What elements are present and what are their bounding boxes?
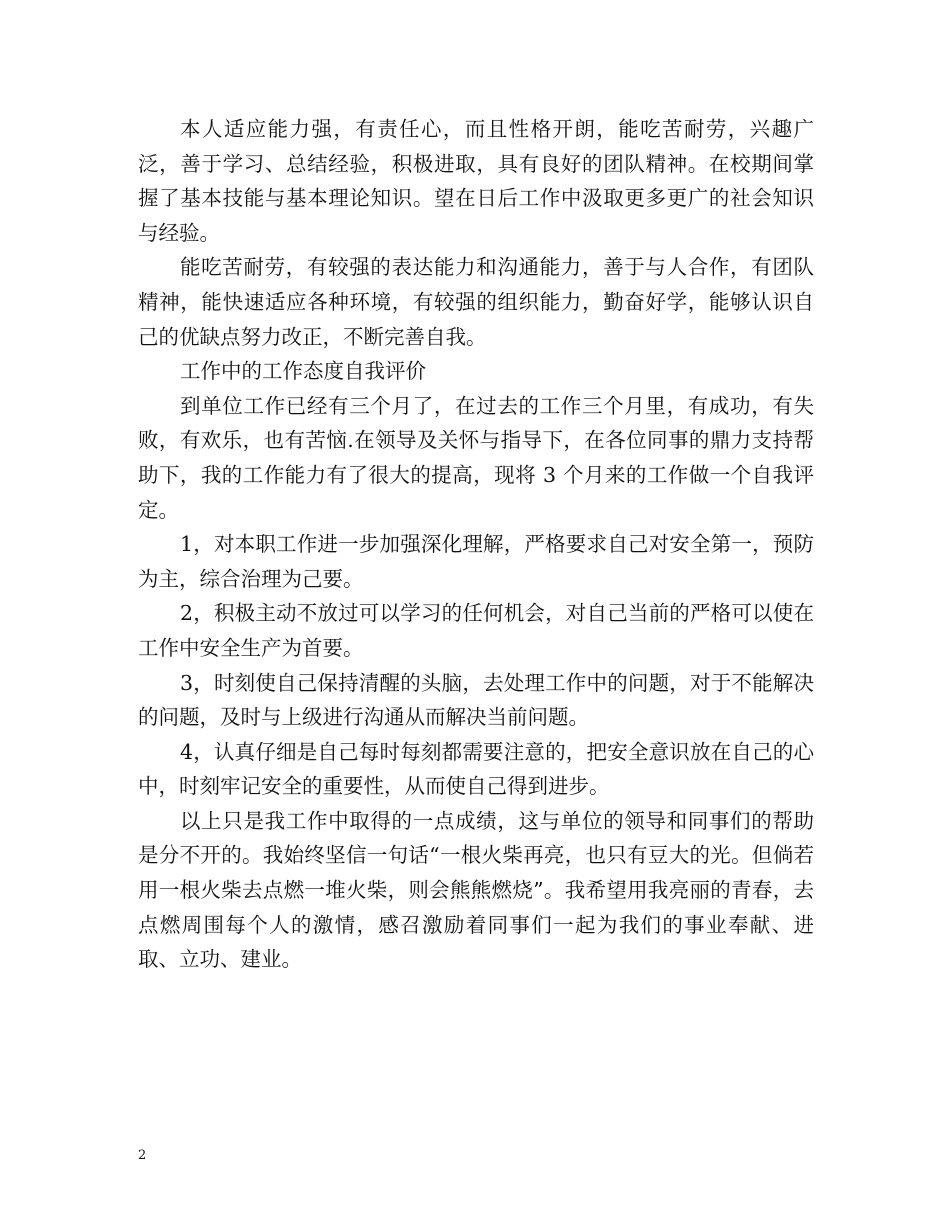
page-number: 2 (138, 1148, 147, 1163)
list-item-2: 2，积极主动不放过可以学习的任何机会，对自己当前的严格可以使在工作中安全生产为首要。 (138, 601, 814, 660)
paragraph-strengths: 能吃苦耐劳，有较强的表达能力和沟通能力，善于与人合作，有团队精神，能快速适应各种环境，有较强的组织能力，勤奋好学，能够认识自己的优缺点努力改正，不断完善自我。 (138, 255, 814, 349)
list-item-3: 3，时刻使自己保持清醒的头脑，去处理工作中的问题，对于不能解决的问题，及时与上级进行沟通从而解决当前问题。 (138, 670, 814, 730)
paragraph-conclusion: 以上只是我工作中取得的一点成绩，这与单位的领导和同事们的帮助是分不开的。我始终坚信一句话“一根火柴再亮，也只有豆大的光。但倘若用一根火柴去点燃一堆火柴，则会熊熊燃烧”。我希望用我亮丽的青春，去点燃周围每个人的激情，感召激励着同事们一起为我们的事业奉献、进取、立功、建业。 (138, 808, 814, 972)
document-body (138, 112, 814, 977)
paragraph-work-overview: 到单位工作已经有三个月了，在过去的工作三个月里，有成功，有失败，有欢乐，也有苦恼.在领导及关怀与指导下，在各位同事的鼎力支持帮助下，我的工作能力有了很大的提高，现将 3 个月来的工作做一个自我评定。 (138, 393, 814, 522)
list-item-1: 1，对本职工作进一步加强深化理解，严格要求自己对安全第一，预防为主，综合治理为己要。 (138, 532, 814, 591)
list-item-4: 4，认真仔细是自己每时每刻都需要注意的，把安全意识放在自己的心中，时刻牢记安全的重要性，从而使自己得到进步。 (138, 739, 814, 799)
paragraph-self-introduction: 本人适应能力强，有责任心，而且性格开朗，能吃苦耐劳，兴趣广泛，善于学习、总结经验，积极进取，具有良好的团队精神。在校期间掌握了基本技能与基本理论知识。望在日后工作中汲取更多更广的社会知识与经验。 (138, 117, 814, 245)
section-heading: 工作中的工作态度自我评价 (180, 359, 426, 384)
